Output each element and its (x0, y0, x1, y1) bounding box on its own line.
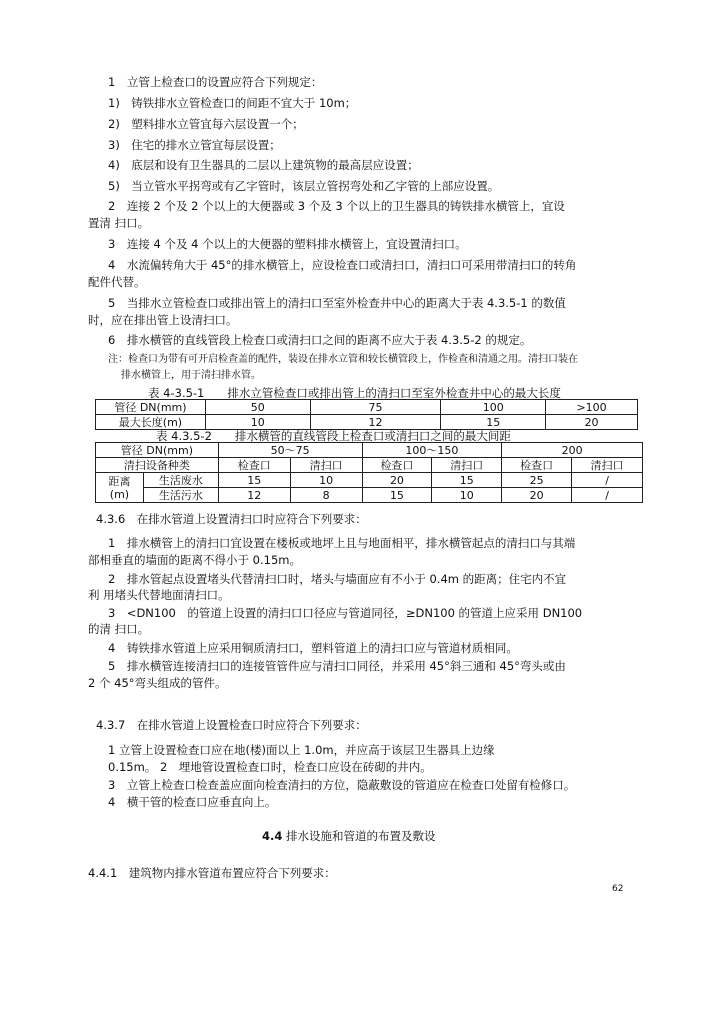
text-line: 4 铸铁排水管道上应采用铜质清扫口，塑料管道上的清扫口应与管道材质相同。 (108, 641, 518, 655)
table-cell: 75 (310, 400, 441, 415)
table-header-cell: 清扫口 (290, 458, 362, 473)
table-cell: 25 (502, 473, 572, 488)
table-cell: 50 (205, 400, 310, 415)
table-cell: 100 (441, 400, 546, 415)
table-cell: 12 (218, 488, 290, 503)
table-header-cell: 检查口 (502, 458, 572, 473)
text-line: 1 立管上设置检查口应在地(楼)面以上 1.0m，并应高于该层卫生器具上边缘 (108, 743, 495, 757)
text-line: 配件代替。 (88, 275, 146, 289)
text-line: 部相垂直的墙面的距离不得小于 0.15m。 (88, 553, 301, 567)
table-cell: 15 (432, 473, 502, 488)
table-cell: 10 (290, 473, 362, 488)
text-line: 2 个 45°弯头组成的管件。 (88, 676, 227, 690)
table-cell: 生活污水 (143, 488, 218, 503)
text-line: 1 排水横管上的清扫口宜设置在楼板或地坪上且与地面相平，排水横管起点的清扫口与其端 (108, 536, 576, 550)
table-cell: 15 (218, 473, 290, 488)
text-line: 3 连接 4 个及 4 个以上的大便器的塑料排水横管上，宜设置清扫口。 (108, 237, 467, 251)
text-line: 4 横干管的检查口应垂直向上。 (108, 795, 277, 809)
table-header-cell: 50～75 (218, 443, 362, 458)
note-line: 注：检查口为带有可开启检查盖的配件，装设在排水立管和较长横管段上，作检查和清通之用。清扫口装在 (108, 354, 578, 365)
table-cell: 20 (362, 473, 432, 488)
text-line: 2 连接 2 个及 2 个以上的大便器或 3 个及 3 个以上的卫生器具的铸铁排水横管上，宜设 (108, 199, 565, 213)
table-row (96, 458, 643, 473)
text-line: 4 水流偏转角大于 45°的排水横管上，应设检查口或清扫口，清扫口可采用带清扫口的转角 (108, 258, 577, 272)
section-heading: 4.3.6 在排水管道上设置清扫口时应符合下列要求： (96, 512, 367, 526)
table-cell: / (572, 473, 643, 488)
text-line: 5) 当立管水平拐弯或有乙字管时，该层立管拐弯处和乙字管的上部应设置。 (108, 179, 500, 193)
text-line: 3 <DN100 的管道上设置的清扫口口径应与管道同径，≥DN100 的管道上应采用 DN100 (108, 606, 583, 620)
text-line: 4) 底层和设有卫生器具的二层以上建筑物的最高层应设置； (108, 158, 419, 172)
text-line: 3) 住宅的排水立管宜每层设置； (108, 138, 281, 152)
table-cell: >100 (546, 400, 638, 415)
table-1-title: 表 4-3.5-1 排水立管检查口或排出管上的清扫口至室外检查井中心的最大长度 (148, 386, 561, 400)
table-row (96, 400, 638, 415)
table-header-cell: 检查口 (362, 458, 432, 473)
text-line: 置清 扫口。 (88, 216, 150, 230)
table-cell: 8 (290, 488, 362, 503)
table-header-cell: 管径 DN(mm) (96, 443, 219, 458)
section-heading: 4.3.7 在排水管道上设置检查口时应符合下列要求： (96, 718, 367, 732)
table-header-cell: 检查口 (218, 458, 290, 473)
table-cell: 15 (362, 488, 432, 503)
table-header-cell: 清扫口 (432, 458, 502, 473)
text-line: 5 当排水立管检查口或排出管上的清扫口至室外检查井中心的距离大于表 4.3.5-1 的数值 (108, 296, 566, 310)
table-header-cell: 100～150 (362, 443, 502, 458)
table-cell: 管径 DN(mm) (96, 400, 206, 415)
text-line: 利 用堵头代替地面清扫口。 (88, 588, 230, 602)
table-cell: 生活废水 (143, 473, 218, 488)
text-line: 的清 扫口。 (88, 622, 150, 636)
table-row (96, 488, 643, 503)
table-cell: 最大长度(m) (96, 415, 206, 430)
section-number: 4.4 (262, 829, 283, 843)
note-line: 排水横管上，用于清扫排水管。 (121, 370, 261, 381)
section-title (262, 829, 436, 843)
section-heading: 4.4.1 建筑物内排水管道布置应符合下列要求： (88, 866, 336, 880)
text-line: 2) 塑料排水立管宜每六层设置一个； (108, 117, 304, 131)
table-cell: 10 (432, 488, 502, 503)
table-1 (95, 399, 638, 430)
text-line: 0.15m。 2 埋地管设置检查口时，检查口应设在砖砌的井内。 (108, 760, 432, 774)
table-cell: 12 (310, 415, 441, 430)
text-line: 2 排水管起点设置堵头代替清扫口时，堵头与墙面应有不小于 0.4m 的距离；住宅内不宜 (108, 572, 567, 586)
table-row (96, 473, 643, 488)
text-line: 5 排水横管连接清扫口的连接管管件应与清扫口同径，并采用 45°斜三通和 45°弯头或由 (108, 659, 566, 673)
table-header-cell: 清扫口 (572, 458, 643, 473)
table-cell: 15 (441, 415, 546, 430)
table-header-cell: 清扫设备种类 (96, 458, 219, 473)
page-number: 62 (612, 884, 624, 894)
text-line: 1 立管上检查口的设置应符合下列规定： (108, 75, 323, 89)
table-cell: 10 (205, 415, 310, 430)
table-header-cell: 200 (502, 443, 643, 458)
text-line: 时，应在排出管上设清扫口。 (88, 313, 238, 327)
text-line: 1) 铸铁排水立管检查口的间距不宜大于 10m； (108, 96, 357, 110)
text-line: 6 排水横管的直线管段上检查口或清扫口之间的距离不应大于表 4.3.5-2 的规定。 (108, 333, 532, 347)
table-cell: / (572, 488, 643, 503)
table-side-cell: 距离 (m) (96, 473, 144, 503)
table-cell: 20 (546, 415, 638, 430)
table-2 (95, 442, 643, 503)
table-row (96, 443, 643, 458)
section-title-text: 排水设施和管道的布置及敷设 (282, 829, 436, 843)
text-line: 3 立管上检查口检查盖应面向检查清扫的方位，隐蔽敷设的管道应在检查口处留有检修口。 (108, 778, 576, 792)
table-cell: 20 (502, 488, 572, 503)
table-2-title: 表 4.3.5-2 排水横管的直线管段上检查口或清扫口之间的最大间距 (156, 429, 511, 443)
